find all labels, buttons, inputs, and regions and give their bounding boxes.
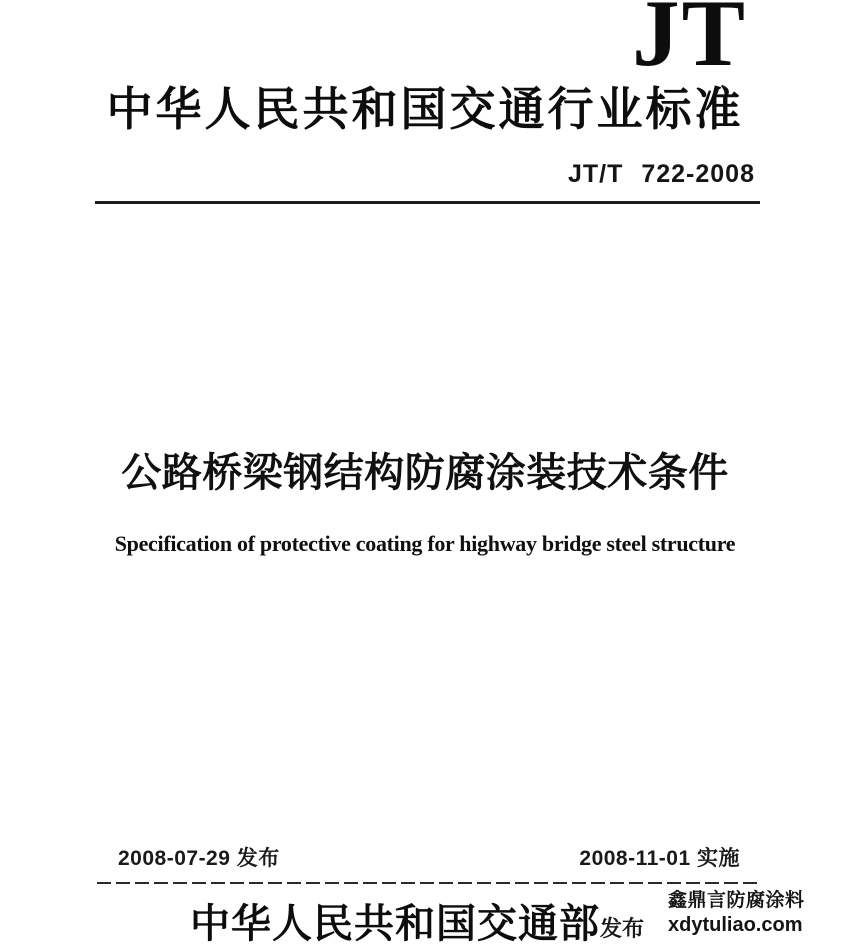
header-divider-line (95, 201, 760, 204)
watermark-company-name: 鑫鼎言防腐涂料 (668, 890, 805, 911)
implementation-date: 2008-11-01 实施 (579, 847, 740, 870)
watermark-website: xdytuliao.com (668, 913, 803, 936)
issue-date: 2008-07-29 发布 (118, 847, 280, 870)
dates-row (0, 842, 850, 872)
standard-category-title: 中华人民共和国交通行业标准 (106, 84, 744, 135)
publisher-name: 中华人民共和国交通部 (190, 901, 600, 944)
document-title-english: Specification of protective coating for highway bridge steel structure (114, 531, 736, 556)
footer-dashed-divider (97, 882, 757, 884)
jt-standard-logo: JT (632, 0, 747, 86)
document-title-chinese: 公路桥梁钢结构防腐涂装技术条件 (121, 451, 729, 495)
publisher-row (0, 888, 850, 944)
watermark (668, 890, 805, 937)
publish-label: 发布 (600, 916, 645, 941)
standard-number: JT/T 722-2008 (568, 160, 755, 188)
